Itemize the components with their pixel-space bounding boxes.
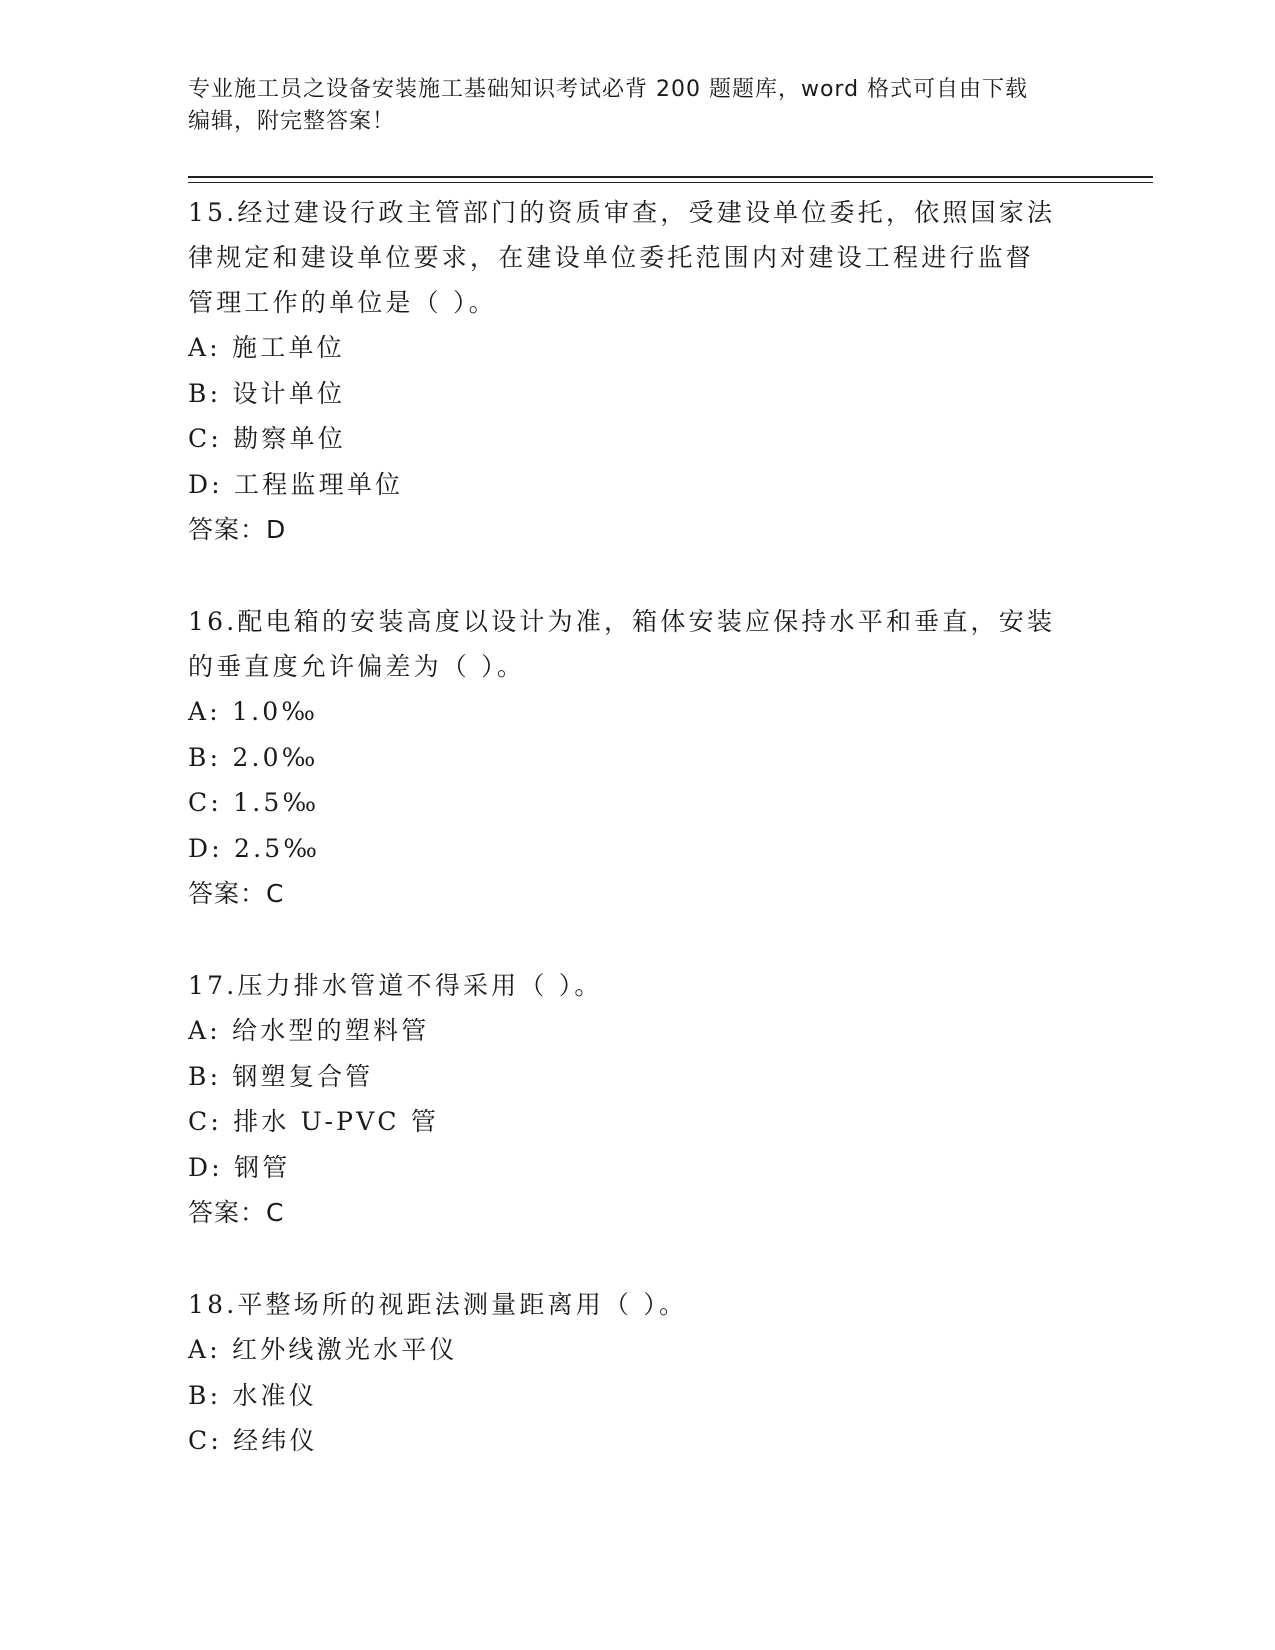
option-b: B: 2.0‰	[188, 742, 319, 772]
answer: 答案：C	[188, 879, 285, 908]
option-d: D: 2.5‰	[188, 833, 321, 863]
question-stem	[188, 963, 1088, 1008]
question-stem	[188, 599, 1088, 689]
option-c: C: 1.5‰	[188, 788, 320, 817]
document-header	[188, 74, 1068, 138]
stem-line: 18.平整场所的视距法测量距离用（ ）。	[188, 1290, 688, 1319]
answer: 答案：C	[188, 1198, 285, 1227]
question-list	[188, 190, 1088, 1510]
header-line-2: 编辑，附完整答案！	[188, 109, 396, 134]
option-a: A: 1.0‰	[188, 697, 319, 726]
stem-line: 16.配电箱的安装高度以设计为准，箱体安装应保持水平和垂直，安装	[188, 607, 1056, 636]
stem-line: 15.经过建设行政主管部门的资质审查，受建设单位委托，依照国家法	[188, 198, 1056, 227]
option-a: A: 红外线激光水平仪	[188, 1335, 458, 1364]
question-18	[188, 1282, 1088, 1464]
answer: 答案：D	[188, 515, 287, 544]
header-line-1: 专业施工员之设备安装施工基础知识考试必背 200 题题库，word 格式可自由下载	[188, 77, 1029, 102]
option-c: C: 经纬仪	[188, 1426, 318, 1455]
question-15	[188, 190, 1088, 553]
option-a: A: 施工单位	[188, 333, 345, 362]
header-divider-thick	[188, 176, 1153, 178]
stem-line: 的垂直度允许偏差为（ ）。	[188, 652, 526, 681]
option-d: D: 钢管	[188, 1152, 291, 1182]
option-c: C: 勘察单位	[188, 424, 346, 453]
question-16	[188, 599, 1088, 917]
stem-line: 律规定和建设单位要求，在建设单位委托范围内对建设工程进行监督	[188, 243, 1035, 272]
option-d: D: 工程监理单位	[188, 469, 404, 499]
option-c: C: 排水 U-PVC 管	[188, 1107, 440, 1136]
option-b: B: 设计单位	[188, 378, 346, 408]
stem-line: 17.压力排水管道不得采用（ ）。	[188, 971, 603, 1000]
header-divider-thin	[188, 182, 1153, 183]
option-b: B: 水准仪	[188, 1380, 317, 1410]
option-a: A: 给水型的塑料管	[188, 1016, 430, 1045]
stem-line: 管理工作的单位是（ ）。	[188, 288, 497, 317]
option-b: B: 钢塑复合管	[188, 1061, 374, 1091]
question-17	[188, 963, 1088, 1236]
question-stem	[188, 1282, 1088, 1327]
question-stem	[188, 190, 1088, 325]
